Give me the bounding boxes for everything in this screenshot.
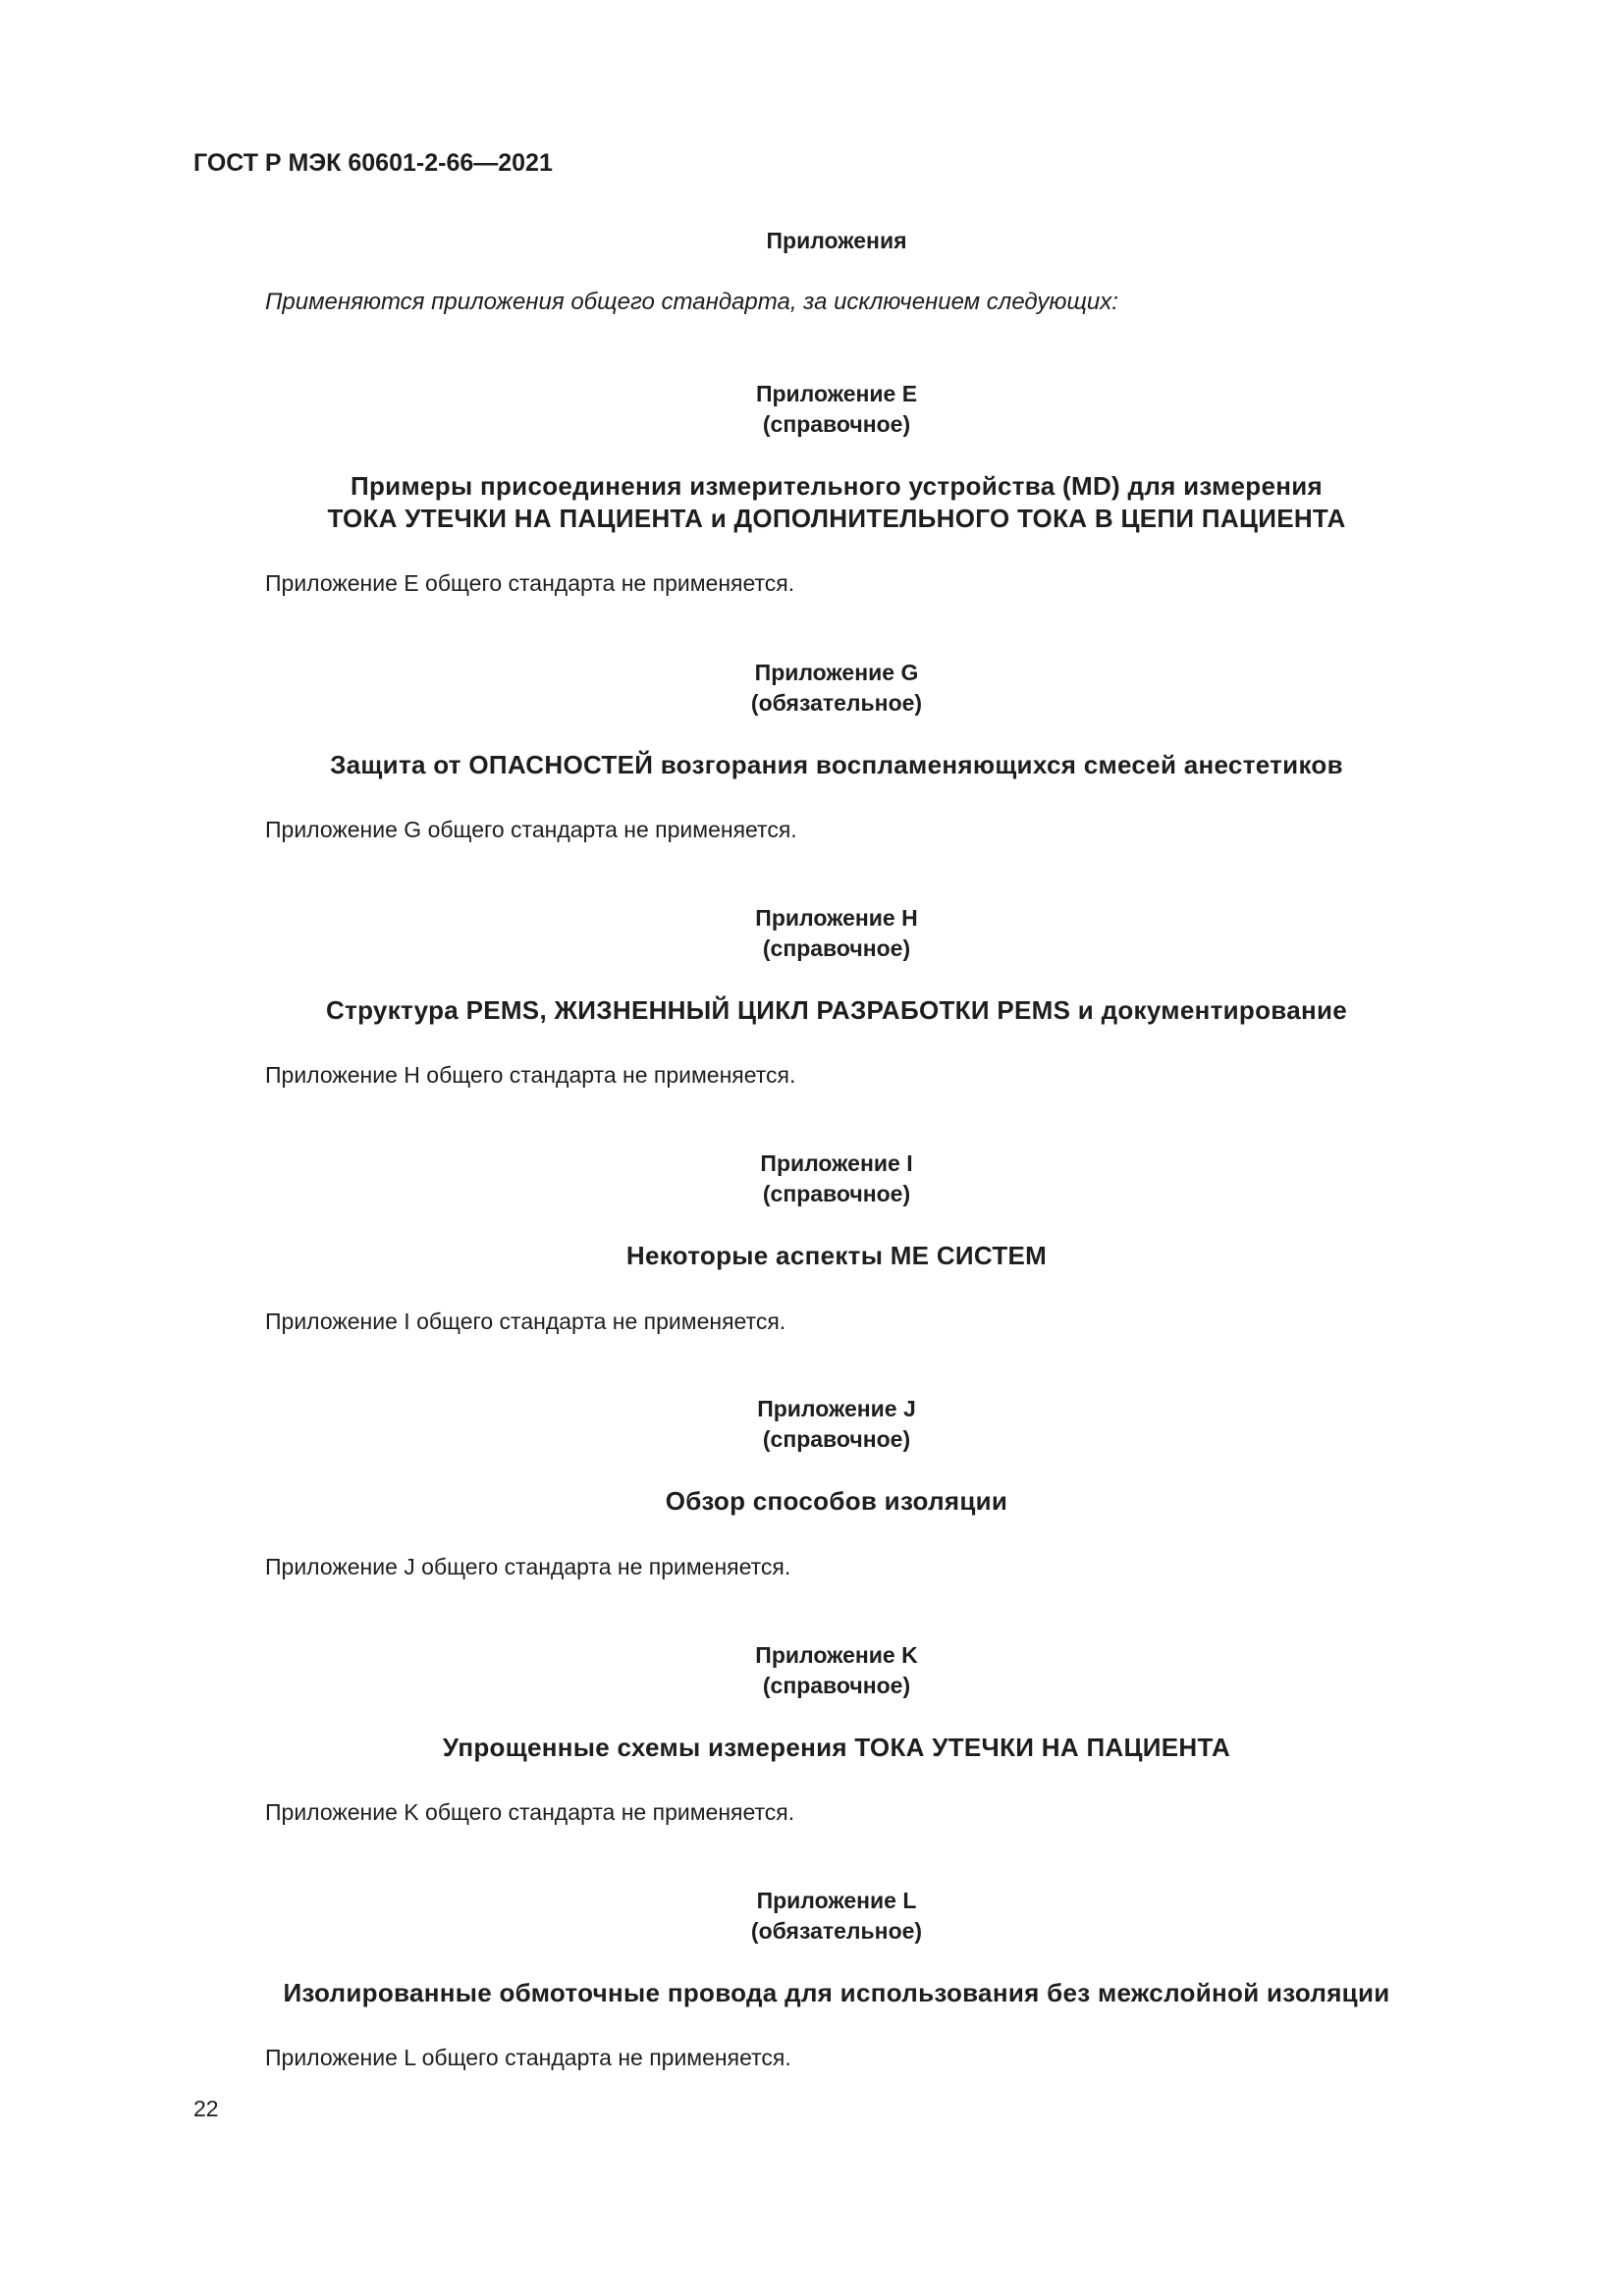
annex-h-note: Приложение H общего стандарта не применяется. — [265, 1062, 796, 1088]
annex-title — [49, 749, 1624, 781]
annex-title-line: Изолированные обмоточные провода для использования без межслойной изоляции — [283, 1978, 1390, 2007]
annex-title — [49, 994, 1624, 1027]
annex-title-line: ТОКА УТЕЧКИ НА ПАЦИЕНТА и ДОПОЛНИТЕЛЬНОГО ТОКА В ЦЕПИ ПАЦИЕНТА — [327, 504, 1346, 533]
annex-title-line: Некоторые аспекты МЕ СИСТЕМ — [625, 1241, 1048, 1270]
annex-j-note: Приложение J общего стандарта не применяется. — [265, 1554, 791, 1579]
annex-h-heading — [0, 903, 1624, 1027]
section-title: Приложения — [766, 228, 907, 253]
annex-title — [49, 470, 1624, 535]
page-number: 22 — [193, 2096, 219, 2121]
annex-title-line: Обзор способов изоляции — [665, 1486, 1008, 1516]
annex-title — [49, 1977, 1624, 2009]
annex-label: Приложение G — [754, 660, 919, 685]
annex-i-heading — [0, 1148, 1624, 1272]
annex-e-note: Приложение E общего стандарта не применяется. — [265, 570, 795, 596]
annex-kind: (справочное) — [762, 411, 911, 437]
annex-k-note: Приложение K общего стандарта не применяется. — [265, 1799, 795, 1825]
annex-g-note: Приложение G общего стандарта не применяется. — [265, 817, 797, 842]
annex-title — [49, 1240, 1624, 1272]
annex-k-heading — [0, 1640, 1624, 1764]
annex-label: Приложение L — [756, 1888, 917, 1913]
annex-l-note: Приложение L общего стандарта не применяется. — [265, 2045, 791, 2070]
document-code-header: ГОСТ Р МЭК 60601-2-66—2021 — [193, 149, 553, 177]
annex-kind: (справочное) — [762, 1426, 911, 1452]
annex-title — [49, 1485, 1624, 1518]
annex-label: Приложение I — [760, 1150, 913, 1176]
annex-label: Приложение K — [755, 1642, 918, 1668]
annex-kind: (обязательное) — [750, 690, 923, 716]
annex-label: Приложение H — [755, 905, 918, 931]
annex-title-line: Структура PEMS, ЖИЗНЕННЫЙ ЦИКЛ РАЗРАБОТКИ PEMS и документирование — [325, 995, 1348, 1025]
annex-title-line: Примеры присоединения измерительного устройства (MD) для измерения — [351, 471, 1323, 501]
annex-l-heading — [0, 1886, 1624, 2009]
annex-i-note: Приложение I общего стандарта не применяется. — [265, 1308, 786, 1334]
annex-e-heading — [0, 379, 1624, 535]
annex-title-line: Защита от ОПАСНОСТЕЙ возгорания воспламеняющихся смесей анестетиков — [330, 750, 1343, 779]
annex-label: Приложение J — [757, 1396, 916, 1421]
annex-kind: (справочное) — [762, 935, 911, 961]
annex-kind: (обязательное) — [750, 1918, 923, 1944]
annex-title-line: Упрощенные схемы измерения ТОКА УТЕЧКИ НА ПАЦИЕНТА — [442, 1733, 1231, 1762]
annex-label: Приложение E — [755, 381, 918, 406]
annex-kind: (справочное) — [762, 1181, 911, 1206]
section-intro: Применяются приложения общего стандарта, за исключением следующих: — [265, 289, 1118, 315]
annex-kind: (справочное) — [762, 1673, 911, 1698]
annex-g-heading — [0, 658, 1624, 781]
annex-j-heading — [0, 1394, 1624, 1518]
annex-title — [49, 1732, 1624, 1764]
